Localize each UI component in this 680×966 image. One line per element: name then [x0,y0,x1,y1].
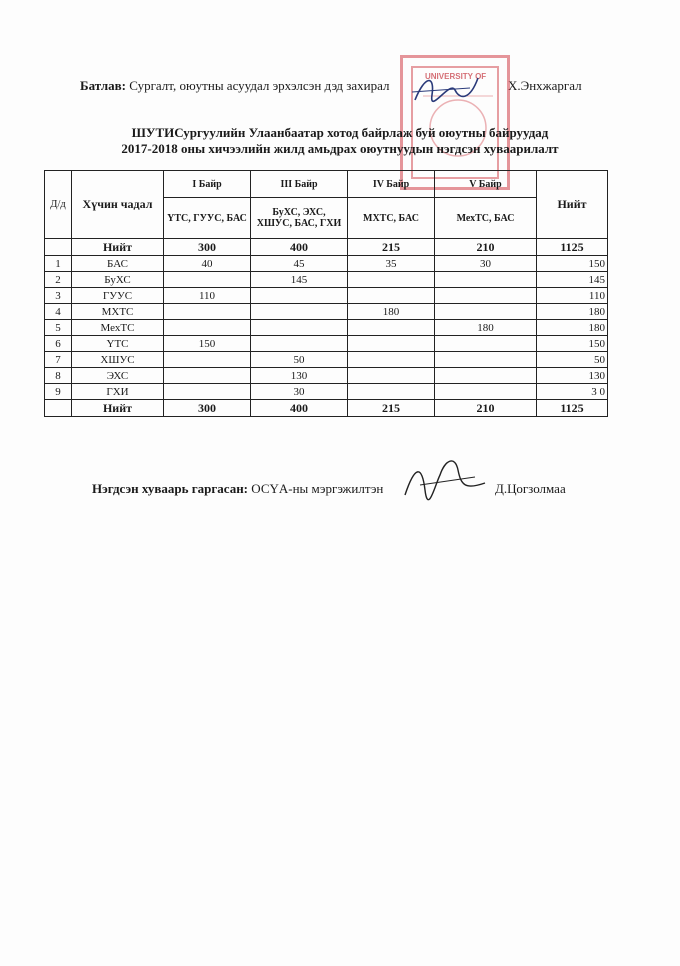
total-row [45,400,608,417]
prepared-by-line [92,481,383,497]
table-cell: ЭХС [72,368,164,384]
table-cell [251,288,348,304]
table-cell [251,320,348,336]
table-cell: 40 [164,256,251,272]
table-cell: МХТС [72,304,164,320]
table-cell [251,304,348,320]
table-cell: 7 [45,352,72,368]
table-row [45,320,608,336]
table-cell [348,352,435,368]
table-cell [348,384,435,400]
col-schools: МХТС, БАС [348,198,435,239]
table-cell [435,336,537,352]
table-cell [164,352,251,368]
table-cell: 150 [537,256,608,272]
table-cell: 300 [164,400,251,417]
approval-signature-icon [410,70,480,110]
table-cell: 3 0 [537,384,608,400]
table-cell [251,336,348,352]
table-cell: 130 [251,368,348,384]
stamp-text: UNIVERSITY OF [425,72,487,81]
total-label: Нийт [72,400,164,417]
table-cell: 180 [348,304,435,320]
table-cell [435,304,537,320]
approval-label: Батлав: [80,78,126,93]
doc-title-line1: ШУТИСургуулийн Улаанбаатар хотод байрлаж буй оюутны байруудад [131,125,549,140]
col-schools: МехТС, БАС [435,198,537,239]
table-cell: 300 [164,239,251,256]
table-cell: БАС [72,256,164,272]
table-cell: ХШУС [72,352,164,368]
table-cell [164,320,251,336]
table-cell: 1125 [537,400,608,417]
prepared-label: Нэгдсэн хуваарь гаргасан: [92,481,249,496]
table-cell [348,368,435,384]
table-cell: 400 [251,400,348,417]
table-cell: 30 [251,384,348,400]
table-cell: 4 [45,304,72,320]
table-cell: ГУУС [72,288,164,304]
table-row [45,352,608,368]
col-schools: БуХС, ЭХС, ХШУС, БАС, ГХИ [251,198,348,239]
col-building: I Байр [164,171,251,198]
table-cell: 180 [537,320,608,336]
table-cell: 6 [45,336,72,352]
table-cell: 2 [45,272,72,288]
table-cell: 215 [348,239,435,256]
approval-position: Сургалт, оюутны асуудал эрхэлсэн дэд захирал [129,78,390,93]
table-cell: 3 [45,288,72,304]
table-cell: 145 [537,272,608,288]
preparer-name: Д.Цогзолмаа [495,481,566,496]
table-row [45,384,608,400]
table-cell [164,272,251,288]
preparer-signature-icon [400,455,490,505]
table-cell: 145 [251,272,348,288]
table-cell [435,368,537,384]
col-building: IV Байр [348,171,435,198]
table-cell: 35 [348,256,435,272]
table-cell: 50 [251,352,348,368]
table-cell: ГХИ [72,384,164,400]
table-cell: 50 [537,352,608,368]
table-row [45,272,608,288]
table-cell: БуХС [72,272,164,288]
approver-name: Х.Энхжаргал [508,78,582,93]
table-cell [348,288,435,304]
table-cell: МехТС [72,320,164,336]
table-cell: 45 [251,256,348,272]
table-cell [348,336,435,352]
table-cell: 150 [164,336,251,352]
table-cell: 5 [45,320,72,336]
table-cell: 8 [45,368,72,384]
table-cell: 110 [537,288,608,304]
table-cell [164,384,251,400]
col-building: III Байр [251,171,348,198]
table-cell: 400 [251,239,348,256]
table-cell: ҮТС [72,336,164,352]
table-cell [164,304,251,320]
table-cell [348,272,435,288]
table-cell [435,272,537,288]
col-total: Нийт [537,171,608,239]
table-cell: 215 [348,400,435,417]
table-cell: 1 [45,256,72,272]
table-cell [348,320,435,336]
capacity-row [45,239,608,256]
table-cell [435,352,537,368]
table-cell: 210 [435,239,537,256]
table-cell: 210 [435,400,537,417]
table-cell: 180 [537,304,608,320]
table-row [45,336,608,352]
table-row [45,304,608,320]
allocation-table [44,170,608,417]
table-row [45,288,608,304]
table-cell [435,288,537,304]
table-cell: 9 [45,384,72,400]
capacity-label: Нийт [72,239,164,256]
table-cell [164,368,251,384]
table-row [45,256,608,272]
table-cell [435,384,537,400]
approval-line [80,78,390,94]
table-cell: 130 [537,368,608,384]
table-row [45,368,608,384]
prepared-position: ОСҮА-ны мэргэжилтэн [251,481,384,496]
col-dd: Д/д [45,171,72,239]
col-building: V Байр [435,171,537,198]
doc-title-line2: 2017-2018 оны хичээлийн жилд амьдрах оюутнуудын нэгдсэн хуваарилалт [121,141,559,156]
table-cell: 30 [435,256,537,272]
table-cell: 110 [164,288,251,304]
table-cell: 180 [435,320,537,336]
col-capacity: Хүчин чадал [72,171,164,239]
table-cell: 150 [537,336,608,352]
table-cell: 1125 [537,239,608,256]
col-schools: ҮТС, ГУУС, БАС [164,198,251,239]
